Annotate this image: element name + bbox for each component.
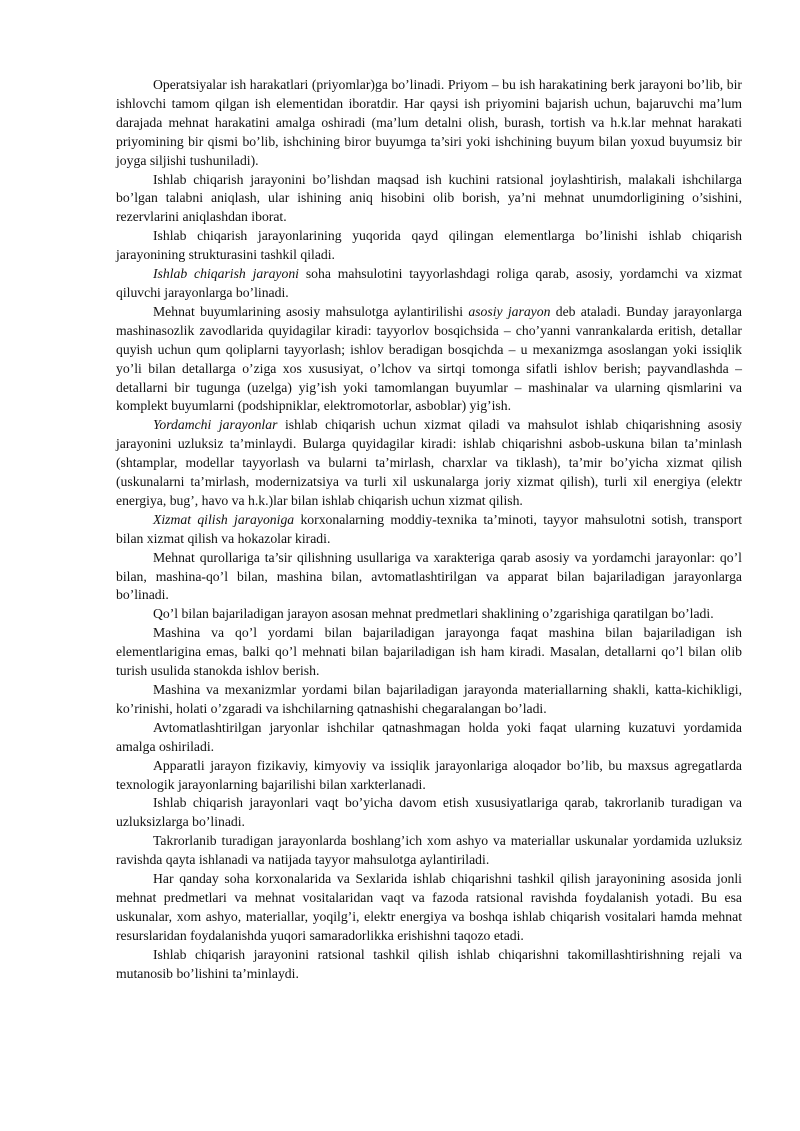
document-page	[116, 76, 742, 984]
paragraph: Apparatli jarayon fizikaviy, kimyoviy va issiqlik jarayonlariga aloqador bo’lib, bu maxsus agregatlarda texnologik jarayonlarning bajarilishi bilan xarkterlanadi.	[116, 757, 742, 792]
paragraph: Operatsiyalar ish harakatlari (priyomlar)ga bo’linadi. Priyom – bu ish harakatining berk jarayoni bo’lib, bir ishlovchi tamom qilgan ish elementidan iboratdir. Har qaysi ish priyomini bajarish uchun, bajaruvchi ma’lum darajada mehnat harakatini amalga oshiradi (ma’lum detalni olish, burash, tortish va h.k.lar mehnat harakati priyomining bir qismi bo’lib, ishchining biror buyumga ta’siri yoki ishchining buyum bilan yoxud buyumsiz bir joyga siljishi tushuniladi).	[116, 77, 742, 168]
italic-term: asosiy jarayon	[468, 303, 551, 319]
italic-term: Xizmat qilish jarayoniga	[153, 511, 295, 527]
italic-term: Ishlab chiqarish jarayoni	[153, 266, 299, 282]
paragraph: Xizmat qilish jarayoniga korxonalarning moddiy-texnika ta’minoti, tayyor mahsulotni sotish, transport bilan xizmat qilish va hokazolar kiradi.	[116, 511, 743, 546]
paragraph: Qo’l bilan bajariladigan jarayon asosan mehnat predmetlari shaklining o’zgarishiga qaratilgan bo’ladi.	[153, 606, 714, 622]
italic-term: Yordamchi jarayonlar	[153, 417, 278, 433]
paragraph: Avtomatlashtirilgan jaryonlar ishchilar qatnashmagan holda yoki faqat ularning kuzatuvi yordamida amalga oshiriladi.	[116, 719, 742, 754]
paragraph: Har qanday soha korxonalarida va Sexlarida ishlab chiqarishni tashkil qilish jarayonining asosida jonli mehnat predmetlari va mehnat vositalaridan vaqt va fazoda ratsional ravishda foydalanish yotadi. Bu esa uskunalar, xom ashyo, materiallar, yoqilg’i, elektr energiya va boshqa ishlab chiqarish vositalari hamda mehnat resurslaridan foydalanishda yuqori samaradorlikka erishishni taqozo etadi.	[116, 871, 742, 943]
paragraph: Ishlab chiqarish jarayonini bo’lishdan maqsad ish kuchini ratsional joylashtirish, malakali ishchilarga bo’lgan talabni aniqlash, ular ishining aniq hisobini olib borish, ya’ni mehnat unumdorligining o’sishini, rezervlarini aniqlashdan iborat.	[116, 171, 742, 225]
paragraph: Ishlab chiqarish jarayonlarining yuqorida qayd qilingan elementlarga bo’linishi ishlab chiqarish jarayonining strukturasini tashkil qiladi.	[116, 228, 742, 263]
paragraph: Mashina va mexanizmlar yordami bilan bajariladigan jarayonda materiallarning shakli, katta-kichikligi, ko’rinishi, holati o’zgaradi va ishchilarning qatnashishi chegaralangan bo’ladi.	[116, 682, 742, 716]
paragraph: Mehnat qurollariga ta’sir qilishning usullariga va xarakteriga qarab asosiy va yordamchi jarayonlar: qo’l bilan, mashina-qo’l bilan, mashina bilan, avtomatlashtirilgan va apparat bilan bajariladigan jarayonlarga bo’linadi.	[116, 549, 742, 603]
paragraph: Ishlab chiqarish jarayonlari vaqt bo’yicha davom etish xususiyatlariga qarab, takrorlanib turadigan va uzluksizlarga bo’linadi.	[116, 795, 742, 830]
paragraph: Mashina va qo’l yordami bilan bajariladigan jarayonga faqat mashina bilan bajariladigan ish elementlarigina emas, balki qo’l mehnati bilan bajariladigan ish ham kiradi. Masalan, detallarni qo’l bilan olib turish usulida stanokda ishlov berish.	[116, 625, 742, 679]
paragraph: Mehnat buyumlarining asosiy mahsulotga aylantirilishi asosiy jarayon deb ataladi. Bunday jarayonlarga mashinasozlik zavodlarida quyidagilar kiradi: tayyorlov bosqichsida – cho’yanni vanrankalarda eritish, detallar quyish uchun qum qoliplarni tayyorlash; ishlov beradigan bosqichda – u mexanizmga asoslangan yoki issiqlik yo’li bilan detallarga o’ziga xos xususiyat, o’lchov va sirtqi tomonga sifatli ishlov berish; payvandlashda – detallarni bir tugunga (uzelga) yig’ish yoki tamomlangan buyumlar – mashinalar va ularning qismlarini va komplekt buyumlarni (podshipniklar, elektromotorlar, asboblar) yig’ish.	[116, 303, 742, 414]
paragraph: Yordamchi jarayonlar ishlab chiqarish uchun xizmat qiladi va mahsulot ishlab chiqarishning asosiy jarayonini uzluksiz ta’minlaydi. Bularga quyidagilar kiradi: ishlab chiqarishni asbob-uskuna bilan ta’minlash (shtamplar, modellar tayyorlash va bularni ta’mirlash, charxlar va tiklash), ta’mir bo’yicha xizmat qilish (uskunalarni ta’mirlash, modernizatsiya va turli xil uskunalarga joriy xizmat qilish), turli xil energiya (elektr energiya, bug’, havo va h.k.)lar bilan ishlab chiqarish uchun xizmat qilish.	[116, 417, 742, 508]
paragraph: Ishlab chiqarish jarayoni soha mahsulotini tayyorlashdagi roliga qarab, asosiy, yordamchi va xizmat qiluvchi jarayonlarga bo’linadi.	[116, 266, 742, 300]
paragraph: Takrorlanib turadigan jarayonlarda boshlang’ich xom ashyo va materiallar uskunalar yordamida uzluksiz ravishda qayta ishlanadi va natijada tayyor mahsulotga aylantiriladi.	[116, 833, 742, 868]
paragraph: Ishlab chiqarish jarayonini ratsional tashkil qilish ishlab chiqarishni takomillashtirishning rejali va mutanosib bo’lishini ta’minlaydi.	[116, 946, 742, 981]
